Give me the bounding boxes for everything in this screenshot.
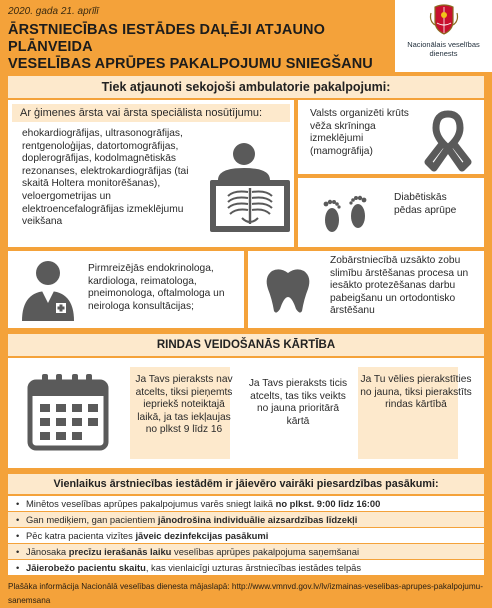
referral-heading: Ar ģimenes ārsta vai ārsta speciālista nosūtījumu: (12, 104, 290, 122)
rule-text: veselības aprūpes pakalpojuma saņemšanai (171, 546, 360, 557)
xray-icon (204, 140, 296, 236)
awareness-ribbon-icon (416, 106, 480, 170)
mammography-card (298, 100, 484, 174)
footer-info: Plašāka informācija Nacionālā veselības dienesta mājaslapā: http://www.vmnvd.gov.lv/lv/izmainas-veselibas-aprupes-pakalpojumu-sanemsana (8, 582, 483, 605)
logo (395, 0, 492, 72)
referral-text: ehokardiogrāfijas, ultrasonogrāfijas, rentgenoloģijas, datortomogrāfijas, doplerogrāfijas, kodolmagnētiskās rezonanses, elektrokardiogrāfijas (tai skaitā Holtera monitorēšanas), veloergometrijas un elektroencefalogrāfijas izmeklējumu veikšana (22, 128, 189, 228)
consultations-card (8, 251, 244, 328)
footprints-icon (316, 190, 376, 236)
rule-text: , kas vienlaicīgi uzturas ārstniecības iestādes telpās (145, 562, 362, 573)
queue-heading: RINDAS VEIDOŠANĀS KĀRTĪBA (8, 334, 484, 356)
safety-rule-2 (8, 512, 484, 527)
logo-text (399, 40, 488, 58)
rule-emphasis: jānodrošina individuālie aizsardzības līdzekļi (157, 514, 358, 525)
dentistry-card (248, 251, 484, 328)
queue-case-2: Ja Tavs pieraksts ticis atcelts, tas tiks veikts no jauna prioritārā kārtā (248, 378, 348, 427)
bullet: • (16, 530, 20, 541)
page-title (8, 22, 398, 73)
services-heading: Tiek atjaunoti sekojoši ambulatorie pakalpojumi: (8, 76, 484, 98)
logo-text-line-1: Nacionālais veselības (407, 40, 480, 49)
diabetic-card (298, 178, 484, 247)
diabetic-text: Diabētiskās pēdas aprūpe (394, 192, 457, 216)
header (0, 0, 492, 72)
rule-emphasis: Jāierobežo pacientu skaitu (26, 562, 146, 573)
safety-rules (8, 496, 484, 576)
title-line-2: VESELĪBAS APRŪPES PAKALPOJUMU SNIEGŠANU (8, 56, 373, 72)
rule-emphasis: precīzu ierašanās laiku (68, 546, 172, 557)
queue-case-1: Ja Tavs pieraksts nav atcelts, tiksi pieņemts iepriekš noteiktajā laikā, ja tas iekļaujas no plkst 9 līdz 16 (135, 374, 233, 436)
safety-rule-1 (8, 496, 484, 511)
referral-card (8, 100, 294, 247)
coat-of-arms-icon (429, 3, 459, 35)
safety-heading: Vienlaikus ārstniecības iestādēm ir jāievēro vairāki piesardzības pasākumi: (8, 474, 484, 494)
rule-text: Gan mediķiem, gan pacientiem (26, 514, 158, 525)
rule-emphasis: no plkst. 9:00 līdz 16:00 (275, 498, 381, 509)
safety-rule-5 (8, 560, 484, 575)
queue-case-3: Ja Tu vēlies pierakstīties no jauna, tiksi pierakstīts rindas kārtībā (360, 374, 472, 411)
safety-rule-3 (8, 528, 484, 543)
bullet: • (16, 514, 20, 525)
rule-emphasis: jāveic dezinfekcijas pasākumi (135, 530, 269, 541)
title-line-1: ĀRSTNIECĪBAS IESTĀDES DAĻĒJI ATJAUNO PLĀNVEIDA (8, 22, 325, 55)
calendar-icon (26, 372, 110, 452)
queue-panel (8, 358, 484, 468)
bullet: • (16, 546, 20, 557)
logo-text-line-2: dienests (429, 49, 458, 58)
rule-text: Pēc katra pacienta vizītes (26, 530, 136, 541)
rule-text: Minētos veselības aprūpes pakalpojumus varēs sniegt laikā (26, 498, 276, 509)
bullet: • (16, 562, 20, 573)
consultations-text: Pirmreizējās endokrinologa, kardiologa, reimatologa, pneimonologa, oftalmologa un neirologa konsultācijas; (88, 263, 225, 312)
rule-text: Jānosaka (26, 546, 69, 557)
dentistry-text: Zobārstniecībā uzsākto zobu slimību ārstēšanas procesa un iesākto protezēšanas darbu pabeigšanu un ortodontisko ārstēšanu (330, 255, 469, 317)
mammography-text: Valsts organizēti krūts vēža skrīninga izmeklējumi (mamogrāfija) (310, 108, 409, 157)
bullet: • (16, 498, 20, 509)
tooth-icon (262, 265, 314, 317)
doctor-icon (18, 257, 78, 323)
safety-rule-4 (8, 544, 484, 559)
date: 2020. gada 21. aprīlī (8, 6, 99, 17)
